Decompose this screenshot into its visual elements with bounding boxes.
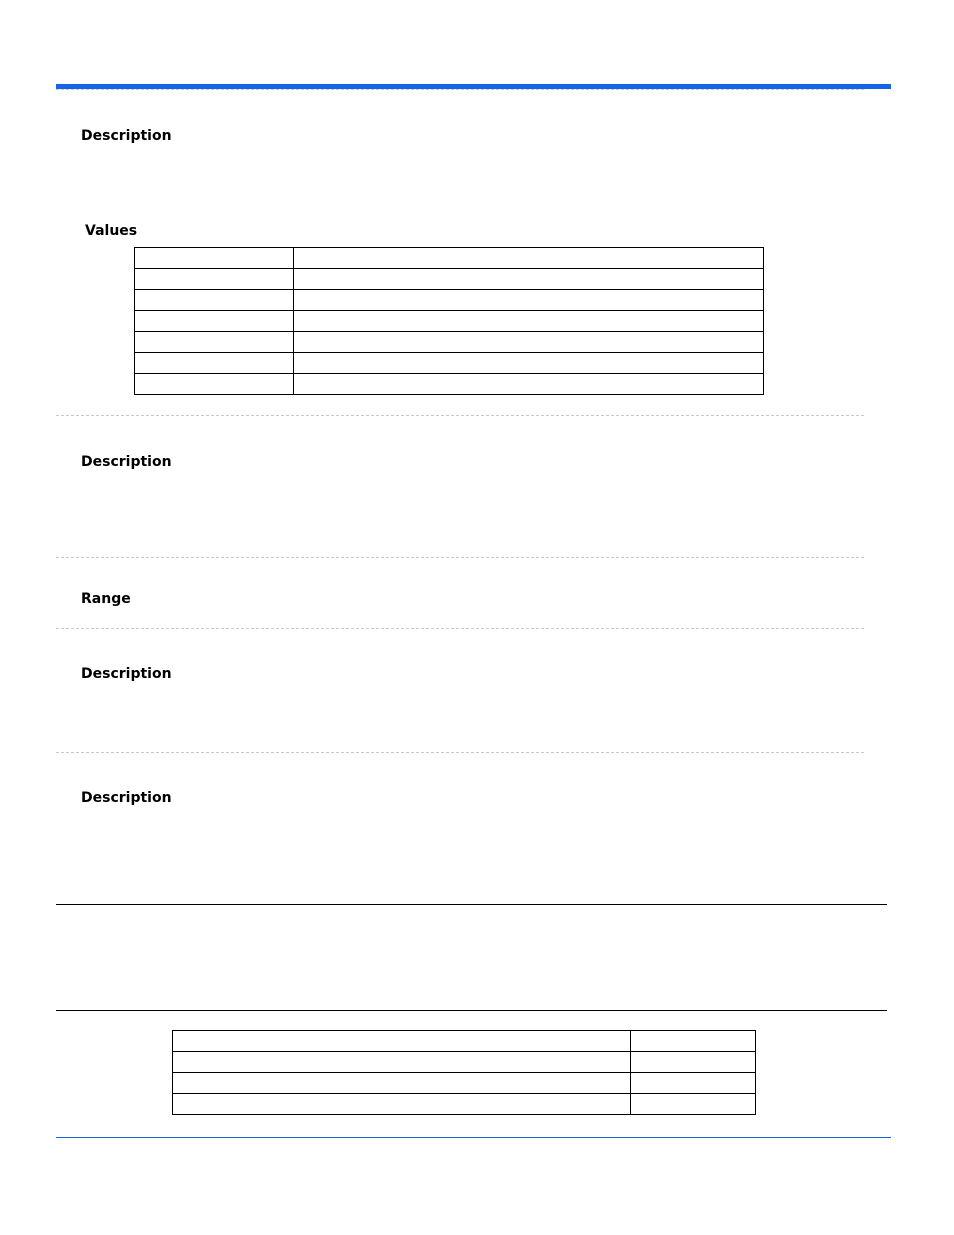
- table-row: [135, 353, 764, 374]
- table-row: [135, 332, 764, 353]
- table-row: [135, 311, 764, 332]
- table-cell: [135, 248, 294, 269]
- summary-table: [172, 1030, 756, 1115]
- table-cell: [294, 248, 764, 269]
- section-heading-values: Values: [85, 223, 138, 239]
- section-divider: [56, 628, 864, 629]
- table-cell: [173, 1052, 631, 1073]
- section-heading-description-1: Description: [81, 128, 172, 144]
- table-row: [173, 1073, 756, 1094]
- table-cell: [294, 374, 764, 395]
- table-row: [135, 374, 764, 395]
- table-row: [135, 269, 764, 290]
- header-dashed-rule: [56, 89, 864, 90]
- section-divider: [56, 752, 864, 753]
- table-cell: [294, 353, 764, 374]
- table-cell: [173, 1094, 631, 1115]
- table-cell: [294, 332, 764, 353]
- table-cell: [294, 311, 764, 332]
- table-cell: [135, 269, 294, 290]
- section-heading-description-4: Description: [81, 790, 172, 806]
- solid-rule-lower: [56, 1010, 887, 1011]
- table-cell: [631, 1094, 756, 1115]
- solid-rule-upper: [56, 904, 887, 905]
- table-cell: [135, 332, 294, 353]
- table-cell: [135, 374, 294, 395]
- table-cell: [173, 1073, 631, 1094]
- table-cell: [135, 353, 294, 374]
- section-divider: [56, 415, 864, 416]
- table-row: [135, 290, 764, 311]
- values-table: [134, 247, 764, 395]
- table-row: [173, 1094, 756, 1115]
- table-row: [173, 1052, 756, 1073]
- table-cell: [135, 311, 294, 332]
- table-cell: [631, 1073, 756, 1094]
- table-row: [135, 248, 764, 269]
- table-cell: [173, 1031, 631, 1052]
- section-heading-description-3: Description: [81, 666, 172, 682]
- footer-accent-rule: [56, 1137, 891, 1138]
- section-divider: [56, 557, 864, 558]
- table-cell: [631, 1031, 756, 1052]
- table-row: [173, 1031, 756, 1052]
- section-heading-range: Range: [81, 591, 131, 607]
- table-cell: [294, 290, 764, 311]
- table-cell: [631, 1052, 756, 1073]
- table-cell: [294, 269, 764, 290]
- section-heading-description-2: Description: [81, 454, 172, 470]
- table-cell: [135, 290, 294, 311]
